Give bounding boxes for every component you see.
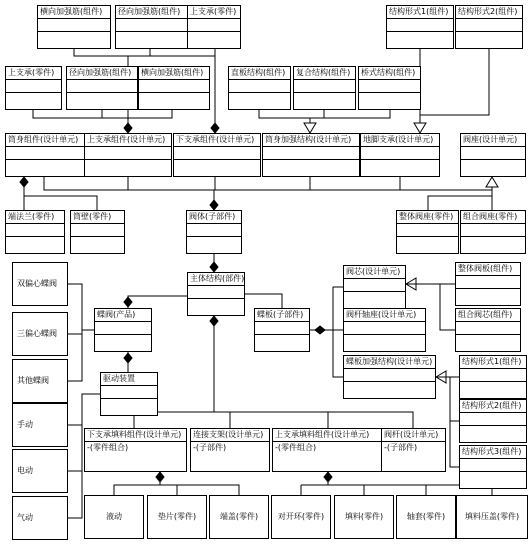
element-box-p13: 填料压盖(零件) xyxy=(456,495,528,539)
class-name: 主体结构(部件) xyxy=(188,273,244,286)
composition-diamond-icon xyxy=(324,472,332,482)
class-name: 横向加强筋(组件) xyxy=(139,67,209,80)
class-box-b9 xyxy=(228,66,291,110)
attribute-compartment xyxy=(101,386,157,399)
class-box-b35 xyxy=(84,428,187,472)
attribute-compartment xyxy=(460,413,526,426)
connector xyxy=(214,177,400,190)
connector xyxy=(114,485,160,495)
class-box-b3 xyxy=(187,5,241,49)
generalization-arrow-icon xyxy=(304,123,316,133)
class-name: 径向加强筋(组件) xyxy=(67,67,137,80)
attribute-compartment xyxy=(461,224,525,237)
connector xyxy=(68,471,82,518)
composition-diamond-icon xyxy=(20,177,28,187)
class-box-b21 xyxy=(396,210,459,254)
class-box-b1 xyxy=(37,5,111,49)
composition-diamond-icon xyxy=(124,123,132,133)
attribute-compartment xyxy=(461,147,525,160)
class-name: 蝶板(子部件) xyxy=(255,309,309,322)
class-attribute: -(零件组合) xyxy=(87,443,129,452)
class-box-b24 xyxy=(343,265,406,309)
element-box-p5: 电动 xyxy=(12,449,68,493)
class-name: 阀杆轴座(设计单元) xyxy=(344,309,425,322)
class-name: 蝶板加强结构(设计单元) xyxy=(344,356,435,369)
class-name: 上支承(零件) xyxy=(188,6,240,19)
class-name: 结构形式3(组件) xyxy=(460,446,526,459)
composition-diamond-icon xyxy=(156,472,164,482)
class-box-b36 xyxy=(190,428,270,472)
connector xyxy=(420,49,489,115)
generalization-arrow-icon xyxy=(486,177,498,187)
class-box-b25 xyxy=(455,262,521,306)
class-box-b32 xyxy=(459,355,527,399)
element-box-p3: 其他蝶阀 xyxy=(12,359,68,403)
connector xyxy=(74,49,215,56)
attribute-compartment xyxy=(344,279,405,292)
class-name: 阀芯(设计单元) xyxy=(344,266,405,279)
class-name: 直板结构(组件) xyxy=(229,67,290,80)
class-attribute: -(子部件) xyxy=(384,443,418,452)
element-box-p1: 双偏心蝶阀 xyxy=(12,262,68,306)
class-name: 下支承组件(设计单元) xyxy=(174,134,260,147)
composition-diamond-icon xyxy=(315,326,325,334)
class-name: 组合阀座(零件) xyxy=(461,211,525,224)
connector xyxy=(214,412,328,428)
composition-diamond-icon xyxy=(210,316,218,326)
connector xyxy=(446,377,459,467)
class-attribute: -(零件组合) xyxy=(275,443,317,452)
element-box-p9: 端盖(零件) xyxy=(209,495,269,539)
class-name: 筒身组件(设计单元) xyxy=(6,134,84,147)
attribute-compartment xyxy=(263,147,359,160)
class-box-b18 xyxy=(5,210,65,254)
class-box-b12 xyxy=(5,133,85,177)
element-box-p11: 填料(零件) xyxy=(334,495,394,539)
connector xyxy=(177,485,239,495)
class-name: 筒身加强结构(设计单元) xyxy=(263,134,359,147)
attribute-compartment xyxy=(456,19,522,32)
connector xyxy=(214,412,230,428)
class-box-b13 xyxy=(84,133,172,177)
generalization-arrow-icon xyxy=(414,123,426,133)
class-name: 结构形式2(组件) xyxy=(460,400,526,413)
attribute-compartment xyxy=(6,147,84,160)
connector xyxy=(68,425,82,471)
class-box-b7 xyxy=(66,66,138,110)
attribute-compartment xyxy=(139,80,209,93)
connector xyxy=(68,330,82,381)
class-name: 蝶阀(产品) xyxy=(95,309,151,322)
class-name: 结构形式1(组件) xyxy=(387,6,453,19)
class-name: 阀杆(设计单元) xyxy=(382,429,445,442)
connector xyxy=(428,178,492,210)
class-name: 阀体(子部件) xyxy=(187,211,241,224)
attribute-compartment xyxy=(188,19,240,32)
attribute-compartment xyxy=(229,80,290,93)
element-box-p2: 三偏心蝶阀 xyxy=(12,312,68,356)
connector xyxy=(333,287,343,377)
class-name: 下支承填料组件(设计单元) xyxy=(85,429,186,442)
class-name: 筒壁(零件) xyxy=(71,211,124,224)
attribute-compartment xyxy=(71,224,124,237)
attribute-compartment xyxy=(85,147,171,160)
class-name: 复合结构(组件) xyxy=(294,67,355,80)
attribute-compartment xyxy=(359,80,420,93)
class-box-b17 xyxy=(460,133,526,177)
class-name: 驱动装置 xyxy=(101,373,157,386)
composition-diamond-icon xyxy=(210,262,218,272)
class-box-b26 xyxy=(254,308,310,352)
attribute-compartment xyxy=(361,147,439,160)
class-name: 桥式结构(组件) xyxy=(359,67,420,80)
attribute-compartment xyxy=(116,19,188,32)
class-name: 地脚支承(设计单元) xyxy=(361,134,439,147)
element-box-p7: 液动 xyxy=(84,495,144,539)
class-name: 上支承(零件) xyxy=(6,67,61,80)
class-box-b34 xyxy=(459,445,527,489)
class-box-b14 xyxy=(173,133,261,177)
attribute-compartment xyxy=(460,459,526,472)
class-box-b16 xyxy=(360,133,440,177)
attribute-compartment xyxy=(344,322,425,335)
class-box-b6 xyxy=(5,66,62,110)
attribute-compartment xyxy=(456,276,520,289)
attribute-compartment xyxy=(187,224,241,237)
class-box-b22 xyxy=(460,210,526,254)
connector xyxy=(44,177,214,210)
class-box-b30 xyxy=(100,372,158,416)
class-name: 上支承填料组件(设计单元) xyxy=(273,429,384,442)
attribute-compartment xyxy=(294,80,355,93)
class-box-b27 xyxy=(343,308,426,352)
class-box-b10 xyxy=(293,66,356,110)
connector xyxy=(400,177,492,190)
element-box-p4: 手动 xyxy=(12,403,68,447)
connector xyxy=(68,284,94,330)
attribute-compartment xyxy=(387,19,453,32)
class-box-b15 xyxy=(262,133,360,177)
composition-diamond-icon xyxy=(210,200,218,210)
attribute-compartment xyxy=(6,80,61,93)
element-box-p6: 气动 xyxy=(12,496,68,540)
class-box-b31 xyxy=(343,355,436,399)
attribute-compartment xyxy=(255,322,309,335)
attribute-compartment xyxy=(6,224,64,237)
composition-diamond-icon xyxy=(124,297,132,307)
element-box-p8: 垫片(零件) xyxy=(147,495,207,539)
attribute-compartment xyxy=(67,80,137,93)
attribute-compartment xyxy=(174,147,260,160)
attribute-compartment xyxy=(344,369,435,382)
class-name: 端法兰(零件) xyxy=(6,211,64,224)
class-box-b37 xyxy=(272,428,385,472)
class-name: 连接支架(设计单元) xyxy=(191,429,269,442)
class-box-b29 xyxy=(94,308,152,352)
attribute-compartment xyxy=(188,286,244,299)
class-name: 阀座(设计单元) xyxy=(461,134,525,147)
attribute-compartment xyxy=(460,369,526,382)
class-name: 径向加强筋(组件) xyxy=(116,6,188,19)
class-box-b5 xyxy=(455,5,523,49)
attribute-compartment xyxy=(456,322,520,335)
class-box-b2 xyxy=(115,5,189,49)
class-box-b8 xyxy=(138,66,210,110)
connector xyxy=(328,412,413,428)
class-attribute: -(子部件) xyxy=(193,443,227,452)
attribute-compartment xyxy=(397,224,458,237)
connector xyxy=(245,294,282,308)
class-name: 结构形式1(组件) xyxy=(460,356,526,369)
class-name: 整体阀板(组件) xyxy=(456,263,520,276)
connector xyxy=(24,196,97,210)
composition-diamond-icon xyxy=(124,353,132,363)
class-box-b11 xyxy=(358,66,421,110)
class-box-b23 xyxy=(187,272,245,316)
class-name: 横向加强筋(组件) xyxy=(38,6,110,19)
class-name: 结构形式2(组件) xyxy=(456,6,522,19)
class-name: 整体阀座(零件) xyxy=(397,211,458,224)
class-box-b20 xyxy=(186,210,242,254)
attribute-compartment xyxy=(95,322,151,335)
composition-diamond-icon xyxy=(211,123,219,133)
attribute-compartment xyxy=(38,19,110,32)
connector xyxy=(68,394,100,425)
class-box-b38 xyxy=(381,428,446,472)
class-box-b28 xyxy=(455,308,521,352)
class-box-b4 xyxy=(386,5,454,49)
element-box-p12: 轴套(零件) xyxy=(396,495,456,539)
element-box-p10: 对开环(零件) xyxy=(271,495,331,539)
class-box-b19 xyxy=(70,210,125,254)
class-name: 上支承组件(设计单元) xyxy=(85,134,171,147)
class-box-b33 xyxy=(459,399,527,443)
class-name: 组合阀芯(组件) xyxy=(456,309,520,322)
